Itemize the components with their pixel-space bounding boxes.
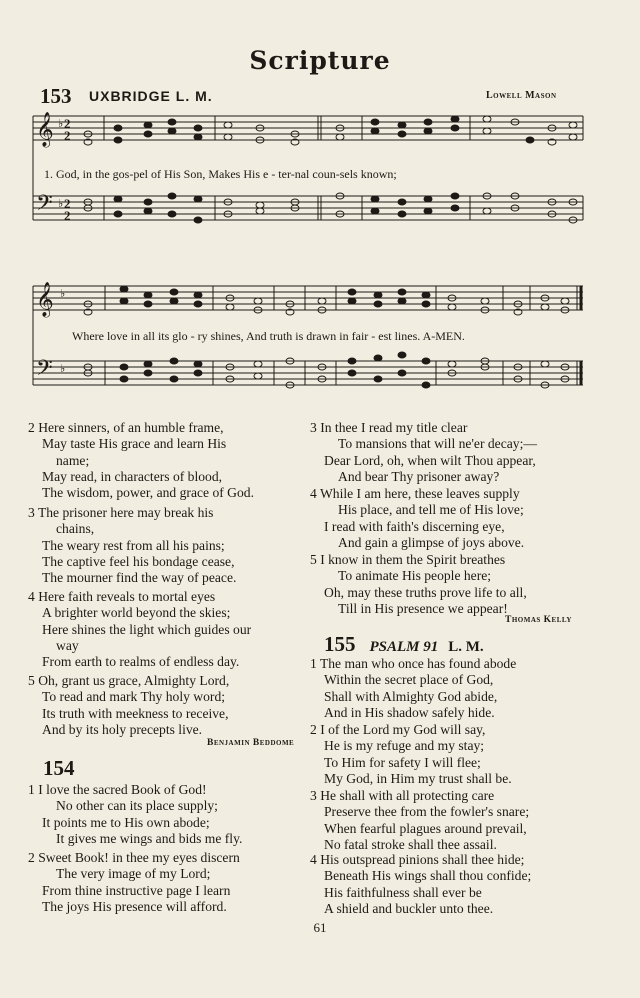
hymn-155-verse-2 bbox=[310, 722, 512, 787]
svg-text:2: 2 bbox=[64, 116, 71, 131]
verse-line: The joys His presence will afford. bbox=[42, 898, 227, 914]
verse-line: I read with faith's discerning eye, bbox=[324, 518, 505, 534]
hymn-154-author: Thomas Kelly bbox=[505, 615, 572, 625]
verse-line: The very image of my Lord; bbox=[56, 866, 211, 882]
verse-line: The captive feel his bondage cease, bbox=[42, 553, 235, 569]
verse-line: way bbox=[56, 637, 79, 653]
verse-line: 4 Here faith reveals to mortal eyes bbox=[28, 589, 216, 604]
svg-text:2: 2 bbox=[64, 208, 71, 223]
hymn-155-heading bbox=[324, 632, 484, 657]
verse-line: 4 While I am here, these leaves supply bbox=[310, 486, 520, 501]
hymn-153-number: 153 bbox=[40, 84, 72, 108]
hymn-155-number: 155 bbox=[324, 632, 356, 656]
verse-line: 1 I love the sacred Book of God! bbox=[28, 782, 207, 797]
hymn-154-verse-5 bbox=[310, 552, 527, 617]
svg-text:2: 2 bbox=[64, 196, 71, 211]
page-number: 61 bbox=[313, 920, 327, 935]
svg-text:𝄢: 𝄢 bbox=[36, 356, 53, 386]
hymn-155-verse-4 bbox=[310, 852, 531, 917]
hymn-153-composer: Lowell Mason bbox=[486, 90, 557, 101]
verse-line: 2 Here sinners, of an humble frame, bbox=[28, 420, 224, 435]
hymn-154-number: 154 bbox=[43, 756, 75, 780]
verse-line: My God, in Him my trust shall be. bbox=[324, 770, 512, 786]
verse-line: And in His shadow safely hide. bbox=[324, 704, 495, 720]
verse-line: A brighter world beyond the skies; bbox=[42, 605, 231, 621]
verse-line: From thine instructive page I learn bbox=[42, 882, 231, 898]
hymn-154-verse-2 bbox=[28, 850, 240, 915]
verse-line: Shall with Almighty God abide, bbox=[324, 688, 498, 704]
hymn-153-author: Benjamin Beddome bbox=[207, 738, 295, 748]
svg-text:2: 2 bbox=[64, 128, 71, 143]
hymn-155-meter: L. M. bbox=[448, 639, 484, 655]
verse-line: chains, bbox=[56, 521, 95, 537]
verse-line: name; bbox=[56, 452, 90, 468]
verse-line: Oh, may these truths prove life to all, bbox=[324, 584, 527, 600]
verse-line: Dear Lord, oh, when wilt Thou appear, bbox=[324, 452, 536, 468]
hymn-155-verse-1 bbox=[310, 656, 516, 721]
verse-line: It gives me wings and bids me fly. bbox=[56, 830, 243, 846]
verse-line: 5 I know in them the Spirit breathes bbox=[310, 552, 506, 567]
verse-line: Within the secret place of God, bbox=[324, 672, 494, 688]
verse-line: A shield and buckler unto thee. bbox=[324, 900, 494, 916]
verse-line: And gain a glimpse of joys above. bbox=[338, 534, 525, 550]
verse-line: Till in His presence we appear! bbox=[338, 600, 508, 616]
verse-line: 3 In thee I read my title clear bbox=[310, 420, 468, 435]
verse-line: To Him for safety I will flee; bbox=[324, 754, 481, 770]
hymn-153-verse-3 bbox=[28, 505, 236, 586]
verse-line: His faithfulness shall ever be bbox=[324, 884, 482, 900]
hymn-153-tune: UXBRIDGE L. M. bbox=[89, 88, 213, 104]
verse-line: The wisdom, power, and grace of God. bbox=[42, 485, 254, 501]
verse-line: From earth to realms of endless day. bbox=[42, 654, 240, 670]
verse-line: 3 He shall with all protecting care bbox=[310, 788, 495, 803]
verse-line: 5 Oh, grant us grace, Almighty Lord, bbox=[28, 673, 230, 688]
verse-line: No fatal stroke shall thee assail. bbox=[324, 836, 497, 852]
verse-line: And bear Thy prisoner away? bbox=[338, 468, 500, 484]
verse-line: Here shines the light which guides our bbox=[42, 621, 252, 637]
hymn-153-lyric-line-2: Where love in all its glo - ry shines, And truth is drawn in fair - est lines. A-MEN. bbox=[72, 329, 465, 343]
svg-text:♭: ♭ bbox=[58, 198, 64, 210]
hymn-153-verse-2 bbox=[28, 420, 254, 501]
verse-line: To mansions that will ne'er decay;— bbox=[338, 436, 537, 452]
verse-line: And by its holy precepts live. bbox=[42, 721, 203, 737]
hymn-155-tune: PSALM 91 bbox=[369, 639, 439, 655]
svg-text:♭: ♭ bbox=[58, 118, 64, 130]
verse-line: May taste His grace and learn His bbox=[42, 436, 227, 452]
svg-text:𝄞: 𝄞 bbox=[36, 112, 54, 147]
verse-line: Its truth with meekness to receive, bbox=[42, 705, 229, 721]
section-title: Scripture bbox=[249, 46, 391, 75]
verse-line: May read, in characters of blood, bbox=[42, 468, 223, 484]
verse-line: He is my refuge and my stay; bbox=[324, 738, 485, 754]
verse-line: 3 The prisoner here may break his bbox=[28, 505, 214, 520]
hymn-154-verse-1 bbox=[28, 782, 242, 847]
hymn-153-lyric-line-1: 1. God, in the gos-pel of His Son, Makes His e - ter-nal coun-sels known; bbox=[44, 167, 397, 181]
verse-line: Preserve thee from the fowler's snare; bbox=[324, 804, 530, 820]
verse-line: The mourner find the way of peace. bbox=[42, 570, 237, 586]
verse-line: 4 His outspread pinions shall thee hide; bbox=[310, 852, 525, 867]
hymn-153-verse-4 bbox=[28, 589, 251, 670]
verse-line: No other can its place supply; bbox=[56, 798, 218, 814]
svg-text:𝄢: 𝄢 bbox=[36, 191, 53, 221]
verse-line: It points me to His own abode; bbox=[42, 814, 210, 830]
hymn-155-verse-3 bbox=[310, 788, 529, 853]
verse-line: To animate His people here; bbox=[338, 568, 492, 584]
hymn-154-verse-3 bbox=[310, 420, 537, 485]
verse-line: Beneath His wings shall thou confide; bbox=[324, 868, 532, 884]
verse-line: The weary rest from all his pains; bbox=[42, 537, 225, 553]
verse-line: 2 I of the Lord my God will say, bbox=[310, 722, 486, 737]
hymn-154-verse-4 bbox=[310, 486, 524, 551]
verse-line: To read and mark Thy holy word; bbox=[42, 689, 226, 705]
verse-line: 1 The man who once has found abode bbox=[310, 656, 517, 671]
svg-text:♭: ♭ bbox=[60, 288, 66, 300]
verse-line: His place, and tell me of His love; bbox=[338, 502, 524, 518]
verse-line: When fearful plagues around prevail, bbox=[324, 820, 527, 836]
verse-line: 2 Sweet Book! in thee my eyes discern bbox=[28, 850, 240, 865]
svg-text:♭: ♭ bbox=[60, 363, 66, 375]
svg-text:𝄞: 𝄞 bbox=[36, 282, 54, 317]
hymn-153-verse-5 bbox=[28, 673, 229, 738]
